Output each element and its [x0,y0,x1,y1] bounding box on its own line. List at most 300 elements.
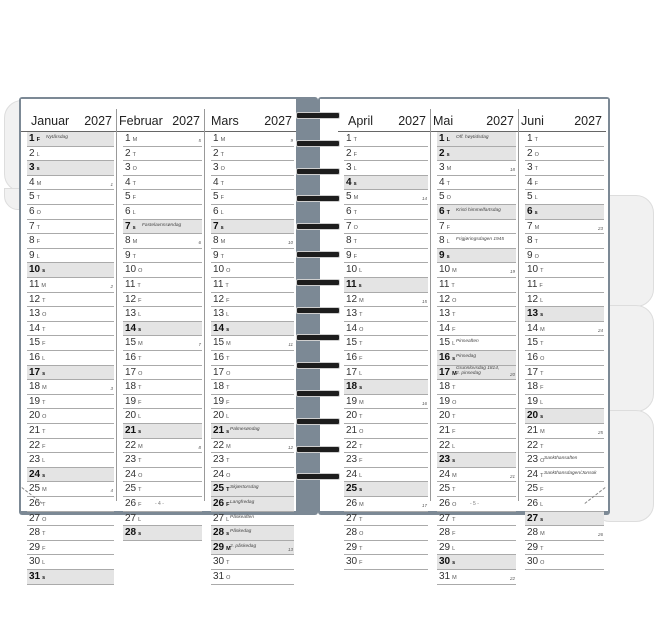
day-row[interactable] [437,570,516,585]
day-row[interactable] [211,293,294,308]
weekday-letter: M [226,443,231,450]
day-row[interactable] [211,220,294,235]
day-row[interactable] [437,322,516,337]
day-row[interactable] [437,380,516,395]
day-row[interactable] [211,468,294,483]
day-row[interactable] [525,424,604,439]
month-name: Februar [119,114,163,128]
day-date: 22 [439,439,451,451]
week-number: 14 [421,196,427,202]
weekday-letter: L [359,370,363,377]
day-row[interactable] [211,497,294,512]
day-row[interactable] [525,526,604,541]
day-row[interactable] [27,278,114,293]
day-row[interactable] [27,409,114,424]
day-row[interactable] [525,263,604,278]
day-row[interactable] [123,482,202,497]
day-row[interactable] [211,380,294,395]
day-row[interactable] [27,336,114,351]
day-row[interactable] [437,249,516,264]
day-row[interactable] [344,409,428,424]
day-row[interactable] [211,190,294,205]
day-row[interactable] [525,161,604,176]
day-row[interactable] [344,395,428,410]
day-row[interactable] [437,453,516,468]
weekday-letter: T [42,429,46,435]
day-row[interactable] [211,424,294,439]
day-date: 24 [527,468,539,480]
day-date: 10 [125,264,137,276]
day-row[interactable] [211,570,294,585]
weekday-letter: s [226,429,230,435]
day-row[interactable] [525,205,604,220]
day-row[interactable] [525,409,604,424]
day-row[interactable] [344,453,428,468]
day-row[interactable] [344,439,428,454]
day-number [125,279,141,292]
day-row[interactable] [27,366,114,381]
day-row[interactable] [123,249,202,264]
week-number: 4 [110,488,113,494]
day-row[interactable] [344,278,428,293]
day-date: 10 [346,264,358,276]
day-row[interactable] [344,161,428,176]
day-number [29,469,45,482]
day-row[interactable] [437,555,516,570]
weekday-letter: O [138,370,143,377]
weekday-letter: M [220,239,226,246]
day-row[interactable] [437,147,516,162]
day-row[interactable] [211,351,294,366]
day-row[interactable] [27,570,114,585]
column-divider [518,109,519,501]
holiday-note: Sankthansaften [544,456,578,462]
weekday-letter: s [452,356,456,362]
day-row[interactable] [211,147,294,162]
weekday-letter: F [42,443,46,450]
weekday-letter: T [452,312,456,319]
day-row[interactable] [211,176,294,191]
day-row[interactable] [211,307,294,322]
day-number [346,542,363,555]
day-row[interactable] [123,512,202,527]
day-row[interactable] [525,351,604,366]
day-date: 5 [213,191,219,203]
day-row[interactable] [211,278,294,293]
day-row[interactable] [344,541,428,556]
day-row[interactable] [27,263,114,278]
weekday-letter: s [359,385,363,392]
day-date: 9 [527,249,533,261]
day-number [439,294,456,307]
day-row[interactable] [525,190,604,205]
day-number [213,571,230,584]
day-number [213,133,225,146]
day-date: 25 [346,483,358,495]
day-row[interactable] [344,366,428,381]
day-row[interactable] [211,439,294,454]
day-row[interactable] [344,147,428,162]
day-row[interactable] [344,512,428,527]
weekday-letter: F [226,399,230,406]
day-row[interactable] [525,322,604,337]
day-row[interactable] [525,293,604,308]
day-row[interactable] [27,322,114,337]
day-row[interactable] [27,205,114,220]
day-date: 19 [439,395,451,407]
day-number [527,527,545,540]
day-row[interactable] [123,205,202,220]
weekday-letter: M [452,370,457,377]
weekday-letter: F [359,458,363,465]
weekday-letter: s [534,210,538,216]
day-row[interactable] [123,409,202,424]
day-row[interactable] [344,526,428,541]
day-date: 11 [29,279,40,290]
day-row[interactable] [211,205,294,220]
day-row[interactable] [344,380,428,395]
day-row[interactable] [211,482,294,497]
day-number [125,396,142,409]
day-row[interactable] [344,351,428,366]
day-row[interactable] [123,278,202,293]
weekday-letter: F [353,253,357,260]
day-row[interactable] [27,555,114,570]
holiday-note: Sankthansdagen/Jonsok [544,470,597,476]
day-row[interactable] [344,190,428,205]
day-date: 9 [29,249,35,261]
day-row[interactable] [344,132,428,147]
day-row[interactable] [211,336,294,351]
day-row[interactable] [123,307,202,322]
weekday-letter: F [138,502,142,508]
day-date: 5 [527,191,533,203]
day-row[interactable] [437,278,516,293]
day-row[interactable] [27,453,114,468]
day-row[interactable] [123,234,202,249]
day-row[interactable] [437,482,516,497]
day-row[interactable] [123,147,202,162]
day-row[interactable] [344,263,428,278]
weekday-letter: T [36,224,40,231]
weekday-letter: T [138,458,142,465]
day-row[interactable] [27,497,114,512]
day-number [439,323,456,336]
day-row[interactable] [123,380,202,395]
weekday-letter: T [132,151,136,158]
day-row[interactable] [525,234,604,249]
day-row[interactable] [123,395,202,410]
day-row[interactable] [525,541,604,556]
month-year: 2027 [264,114,292,128]
day-row[interactable] [437,439,516,454]
weekday-letter: T [138,487,142,494]
day-row[interactable] [27,439,114,454]
day-number [439,235,450,248]
day-row[interactable] [27,424,114,439]
day-row[interactable] [27,190,114,205]
day-row[interactable] [27,176,114,191]
day-row[interactable] [123,161,202,176]
day-row[interactable] [525,176,604,191]
day-date: 24 [29,468,41,480]
weekday-letter: L [226,516,230,523]
day-row[interactable] [123,132,202,147]
day-row[interactable] [27,249,114,264]
day-date: 1 [527,133,533,144]
day-row[interactable] [27,482,114,497]
day-row[interactable] [123,176,202,191]
day-number [527,542,544,555]
weekday-letter: M [359,502,364,508]
day-date: 3 [439,162,445,174]
day-number [29,367,45,380]
day-date: 24 [213,468,225,480]
day-date: 17 [213,366,225,378]
day-date: 19 [125,395,137,407]
day-row[interactable] [437,161,516,176]
week-number: 17 [421,503,427,508]
day-date: 16 [439,352,451,363]
column-divider [204,109,205,501]
holiday-note: Pinsedag [456,354,477,359]
day-row[interactable] [525,439,604,454]
day-row[interactable] [437,293,516,308]
day-date: 12 [213,293,225,305]
day-row[interactable] [123,366,202,381]
day-row[interactable] [211,234,294,249]
weekday-letter: T [359,312,363,319]
day-row[interactable] [344,336,428,351]
day-date: 24 [125,468,137,480]
day-row[interactable] [437,512,516,527]
day-row[interactable] [437,351,516,366]
day-number [125,483,142,496]
day-number [29,148,40,161]
day-row[interactable] [437,234,516,249]
binding-ring [296,112,340,119]
day-row[interactable] [211,512,294,527]
day-date: 27 [527,512,539,524]
day-row[interactable] [437,132,516,147]
day-row[interactable] [344,307,428,322]
day-row[interactable] [344,176,428,191]
day-date: 15 [29,337,41,349]
day-row[interactable] [211,541,294,556]
weekday-letter: M [42,487,47,494]
day-number [346,367,362,380]
day-row[interactable] [27,147,114,162]
day-row[interactable] [123,336,202,351]
day-row[interactable] [211,555,294,570]
day-number [346,264,362,277]
weekday-letter: s [540,516,544,523]
day-row[interactable] [344,205,428,220]
day-row[interactable] [211,366,294,381]
day-number [527,425,545,438]
day-row[interactable] [437,424,516,439]
day-row[interactable] [211,161,294,176]
day-number [527,279,543,292]
day-number [213,294,230,307]
day-row[interactable] [437,220,516,235]
day-number [125,235,137,248]
weekday-letter: L [226,414,230,421]
day-row[interactable] [27,293,114,308]
day-row[interactable] [27,541,114,556]
day-row[interactable] [525,512,604,527]
day-date: 27 [213,512,225,524]
day-row[interactable] [437,526,516,541]
day-row[interactable] [437,205,516,220]
day-row[interactable] [27,132,114,147]
day-number [439,527,456,540]
day-row[interactable] [525,453,604,468]
day-row[interactable] [525,482,604,497]
day-row[interactable] [211,409,294,424]
day-row[interactable] [123,351,202,366]
weekday-letter: M [359,297,364,304]
day-date: 4 [213,176,219,188]
day-row[interactable] [123,190,202,205]
day-row[interactable] [27,220,114,235]
day-date: 27 [439,512,451,524]
day-row[interactable] [211,132,294,147]
weekday-letter: O [540,560,545,567]
day-row[interactable] [27,468,114,483]
day-date: 2 [439,147,445,159]
day-row[interactable] [123,424,202,439]
day-row[interactable] [437,190,516,205]
day-row[interactable] [344,555,428,570]
day-row[interactable] [344,424,428,439]
day-row[interactable] [437,307,516,322]
day-row[interactable] [211,322,294,337]
day-number [346,323,363,336]
day-number [527,513,543,526]
day-number [125,264,142,277]
day-row[interactable] [344,468,428,483]
day-date: 28 [29,527,41,539]
day-row[interactable] [27,380,114,395]
weekday-letter: L [220,210,224,216]
day-number [346,381,362,394]
day-row[interactable] [437,336,516,351]
holiday-note: Kristi himmelfartsdag [456,208,501,213]
day-row[interactable] [437,468,516,483]
day-row[interactable] [211,263,294,278]
day-row[interactable] [525,366,604,381]
day-row[interactable] [437,395,516,410]
day-date: 14 [125,322,137,334]
day-date: 4 [125,176,131,188]
day-number [125,294,142,307]
day-date: 8 [213,235,219,247]
weekday-letter: F [220,195,224,202]
day-row[interactable] [123,220,202,235]
day-date: 8 [527,235,533,247]
day-row[interactable] [27,161,114,176]
day-row[interactable] [27,512,114,527]
day-row[interactable] [344,249,428,264]
weekday-letter: M [359,399,364,406]
day-row[interactable] [123,293,202,308]
day-row[interactable] [211,249,294,264]
day-number [125,527,141,540]
day-number [527,454,544,467]
day-row[interactable] [27,526,114,541]
day-row[interactable] [525,147,604,162]
day-row[interactable] [27,351,114,366]
day-row[interactable] [437,176,516,191]
day-date: 14 [29,322,41,334]
day-row[interactable] [525,497,604,512]
day-row[interactable] [344,234,428,249]
day-row[interactable] [211,526,294,541]
day-row[interactable] [525,132,604,147]
day-row[interactable] [525,278,604,293]
day-date: 22 [125,439,137,451]
day-row[interactable] [437,541,516,556]
day-row[interactable] [525,395,604,410]
day-row[interactable] [344,482,428,497]
day-row[interactable] [27,307,114,322]
binding-ring [296,195,340,202]
day-row[interactable] [525,380,604,395]
day-row[interactable] [437,409,516,424]
day-row[interactable] [123,439,202,454]
day-row[interactable] [123,453,202,468]
day-row[interactable] [525,220,604,235]
day-date: 13 [213,308,225,320]
day-row[interactable] [123,322,202,337]
day-date: 7 [29,220,35,232]
weekday-letter: O [42,516,47,523]
day-row[interactable] [344,220,428,235]
day-row[interactable] [211,453,294,468]
right-page [320,99,608,582]
weekday-letter: F [132,195,136,202]
day-row[interactable] [437,263,516,278]
day-date: 11 [439,279,450,290]
day-row[interactable] [123,526,202,541]
day-date: 28 [527,527,539,539]
week-number: 25 [597,430,603,435]
day-row[interactable] [525,249,604,264]
day-date: 18 [125,381,137,393]
day-row[interactable] [27,395,114,410]
day-row[interactable] [344,322,428,337]
weekday-letter: T [359,341,363,348]
day-row[interactable] [525,468,604,483]
day-row[interactable] [123,468,202,483]
day-number [527,133,538,146]
day-date: 10 [527,264,539,276]
month-header [338,109,430,132]
day-row[interactable] [525,307,604,322]
day-row[interactable] [344,293,428,308]
day-row[interactable] [525,555,604,570]
day-date: 6 [346,206,352,217]
day-row[interactable] [27,234,114,249]
day-number [527,206,538,219]
day-row[interactable] [344,497,428,512]
day-row[interactable] [211,395,294,410]
day-row[interactable] [525,336,604,351]
day-row[interactable] [123,263,202,278]
day-row[interactable] [437,366,516,381]
week-number: 22 [509,576,515,581]
